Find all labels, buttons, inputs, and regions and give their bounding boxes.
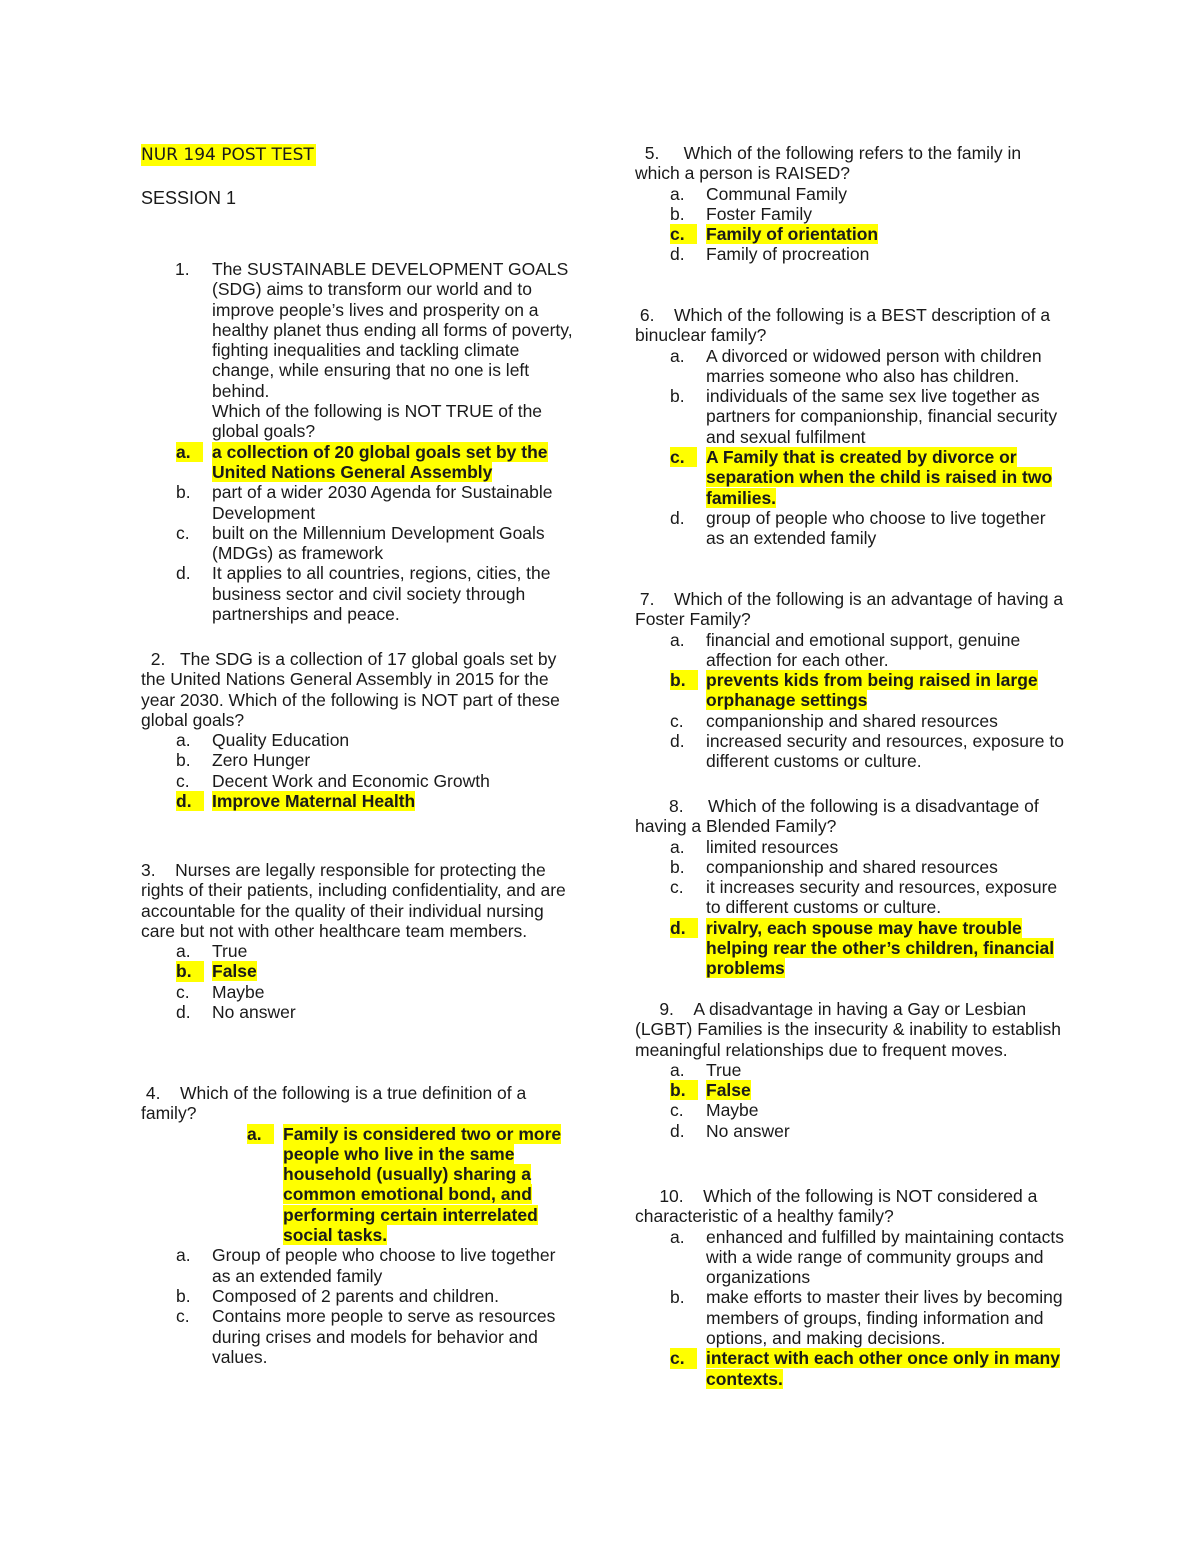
question-text: Which of the following refers to the family in which a person is RAISED? — [635, 143, 1022, 184]
option-text: No answer — [706, 1120, 790, 1141]
option-b — [141, 482, 573, 523]
option-text: A divorced or widowed person with children marries someone who also has children. — [706, 345, 1042, 386]
option-letter: c. — [176, 522, 190, 543]
option-d — [141, 791, 573, 811]
option-b — [635, 1080, 1067, 1100]
option-letter: b. — [670, 856, 685, 877]
option-d — [141, 563, 573, 624]
option-c — [635, 711, 1067, 731]
session-label: SESSION 1 — [141, 188, 237, 208]
option-a — [141, 442, 573, 483]
option-d — [635, 508, 1067, 549]
option-text: False — [212, 961, 257, 982]
option-letter: a. — [670, 836, 685, 857]
question-text: A disadvantage in having a Gay or Lesbian (LGBT) Families is the insecurity & inability to establish meaningful relationships due to frequent moves. — [635, 999, 1061, 1060]
option-text: Foster Family — [706, 203, 812, 224]
option-text: Family of orientation — [706, 224, 879, 245]
question-2 — [141, 649, 573, 811]
option-d — [635, 244, 1067, 264]
question-number: 7. — [639, 589, 655, 609]
question-stem — [635, 143, 1067, 184]
option-text: individuals of the same sex live together as partners for companionship, financial security and sexual fulfilment — [706, 386, 1058, 447]
option-list — [635, 837, 1067, 979]
option-letter: d. — [670, 918, 698, 938]
question-text: The SDG is a collection of 17 global goals set by the United Nations General Assembly in 2015 for the year 2030. Which of the following is NOT part of these global goals? — [141, 649, 560, 730]
option-b — [141, 961, 573, 981]
question-number: 6. — [639, 305, 655, 325]
question-stem — [635, 796, 1067, 837]
option-a — [141, 941, 573, 961]
option-letter: a. — [670, 629, 685, 650]
question-6 — [635, 305, 1067, 549]
question-number: 9. — [659, 999, 674, 1019]
question-8 — [635, 796, 1067, 979]
option-letter: a. — [176, 730, 191, 751]
option-c — [635, 1348, 1067, 1389]
question-text: The SUSTAINABLE DEVELOPMENT GOALS (SDG) aims to transform our world and to improve people’s lives and prosperity on a healthy planet thus ending all forms of poverty, fighting inequalities and tackling climate change, while ensuring that no one is left behind. — [212, 259, 573, 401]
option-letter: c. — [176, 981, 190, 1002]
question-10 — [635, 1186, 1067, 1389]
option-b — [141, 1286, 573, 1306]
option-text: Composed of 2 parents and children. — [212, 1285, 499, 1306]
option-text: companionship and shared resources — [706, 856, 998, 877]
option-letter: d. — [670, 1120, 685, 1141]
option-letter: c. — [176, 1306, 190, 1327]
option-list — [635, 630, 1067, 772]
option-d — [141, 1002, 573, 1022]
option-text: prevents kids from being raised in large orphanage settings — [706, 670, 1038, 711]
option-text: financial and emotional support, genuine affection for each other. — [706, 629, 1021, 670]
option-text: A Family that is created by divorce or separation when the child is raised in two families. — [706, 447, 1053, 508]
option-c — [141, 1306, 573, 1367]
question-number: 2. — [150, 649, 166, 669]
question-stem — [635, 1186, 1067, 1227]
question-stem — [141, 649, 573, 730]
option-text: Maybe — [212, 981, 265, 1002]
option-letter: d. — [176, 791, 204, 811]
option-text: Communal Family — [706, 183, 847, 204]
option-text: companionship and shared resources — [706, 710, 998, 731]
question-stem — [635, 999, 1067, 1060]
option-text: Zero Hunger — [212, 750, 311, 771]
option-letter: d. — [670, 244, 685, 265]
option-b — [635, 670, 1067, 711]
option-text: Family of procreation — [706, 244, 870, 265]
option-a — [635, 1060, 1067, 1080]
option-a — [635, 630, 1067, 671]
option-letter: c. — [670, 224, 697, 244]
question-number: 5. — [644, 143, 660, 163]
option-letter: b. — [670, 1287, 685, 1308]
option-text: group of people who choose to live together as an extended family — [706, 507, 1046, 549]
option-letter: b. — [176, 1285, 191, 1306]
option-c — [635, 224, 1067, 244]
option-c — [635, 877, 1067, 918]
option-letter: c. — [670, 877, 684, 898]
question-7 — [635, 589, 1067, 772]
option-text: Quality Education — [212, 730, 350, 751]
option-text: Maybe — [706, 1100, 759, 1121]
option-text: Decent Work and Economic Growth — [212, 770, 490, 791]
option-letter: b. — [176, 482, 191, 503]
question-number: 1. — [175, 259, 190, 279]
featured-answer — [141, 1124, 573, 1246]
option-list — [635, 184, 1067, 265]
question-stem — [635, 305, 1067, 346]
option-text: part of a wider 2030 Agenda for Sustainable Development — [212, 482, 553, 523]
option-letter: b. — [670, 1080, 698, 1100]
question-number: 4. — [145, 1083, 161, 1103]
question-text: Nurses are legally responsible for protecting the rights of their patients, including confidentiality, and are accountable for the quality of their individual nursing care but not with other healthcare team members. — [141, 860, 566, 941]
option-text: It applies to all countries, regions, cities, the business sector and civil society through partnerships and peace. — [212, 563, 551, 625]
option-letter: d. — [176, 1002, 191, 1023]
option-letter: c. — [670, 710, 684, 731]
option-a — [635, 184, 1067, 204]
question-text: Which of the following is a disadvantage of having a Blended Family? — [635, 796, 1039, 837]
question-text: Which of the following is an advantage of having a Foster Family? — [635, 589, 1064, 630]
option-d — [635, 1121, 1067, 1141]
option-letter: c. — [670, 1100, 684, 1121]
option-text: True — [212, 941, 248, 962]
option-text: Contains more people to serve as resources during crises and models for behavior and values. — [212, 1306, 556, 1367]
option-list — [635, 1060, 1067, 1141]
option-b — [635, 1287, 1067, 1348]
option-b — [141, 750, 573, 770]
question-text-2: Which of the following is NOT TRUE of the global goals? — [212, 401, 543, 442]
option-letter: a. — [176, 941, 191, 962]
question-stem — [141, 259, 573, 442]
option-text: Family is considered two or more people who live in the same household (usually) sharing a common emotional bond, and performing certain interrelated social tasks. — [283, 1123, 562, 1246]
option-letter: d. — [176, 563, 191, 584]
question-text: Which of the following is NOT considered a characteristic of a healthy family? — [635, 1186, 1038, 1227]
option-letter: a. — [670, 1059, 685, 1080]
option-d — [635, 918, 1067, 979]
option-letter: a. — [247, 1124, 274, 1144]
option-b — [635, 857, 1067, 877]
option-a — [141, 1245, 573, 1286]
option-letter: b. — [176, 961, 204, 981]
option-text: True — [706, 1059, 742, 1080]
option-text: it increases security and resources, exposure to different customs or culture. — [706, 877, 1058, 918]
question-text: Which of the following is a true definition of a family? — [141, 1083, 527, 1124]
option-letter: a. — [670, 183, 685, 204]
option-list — [141, 730, 573, 811]
option-text: No answer — [212, 1002, 296, 1023]
option-letter: a. — [670, 345, 685, 366]
question-stem — [635, 589, 1067, 630]
option-c — [141, 523, 573, 564]
option-letter: d. — [670, 507, 685, 528]
question-number: 10. — [659, 1186, 684, 1206]
option-text: a collection of 20 global goals set by the United Nations General Assembly — [212, 441, 548, 482]
option-c — [141, 982, 573, 1002]
question-1 — [141, 259, 573, 624]
option-a — [635, 837, 1067, 857]
option-letter: c. — [670, 1348, 697, 1368]
option-text: built on the Millennium Development Goals (MDGs) as framework — [212, 522, 545, 564]
option-letter: c. — [670, 447, 697, 467]
option-letter: a. — [670, 1226, 685, 1247]
document-title: NUR 194 POST TEST — [141, 145, 314, 165]
option-letter: b. — [176, 750, 191, 771]
question-5 — [635, 143, 1067, 265]
option-letter: d. — [670, 731, 685, 752]
option-letter: a. — [176, 1245, 191, 1266]
question-9 — [635, 999, 1067, 1141]
option-list — [635, 1227, 1067, 1389]
option-text: Improve Maternal Health — [212, 791, 416, 812]
question-number: 8. — [669, 796, 684, 816]
option-text: increased security and resources, exposure to different customs or culture. — [706, 731, 1064, 772]
option-b — [635, 386, 1067, 447]
question-stem — [141, 1083, 573, 1124]
option-list — [141, 1245, 573, 1367]
question-3 — [141, 860, 573, 1022]
option-text: rivalry, each spouse may have trouble helping rear the other’s children, financial problems — [706, 917, 1055, 979]
option-a — [635, 346, 1067, 387]
option-letter: b. — [670, 670, 698, 690]
question-text: Which of the following is a BEST description of a binuclear family? — [635, 305, 1051, 346]
option-letter: b. — [670, 203, 685, 224]
option-text: make efforts to master their lives by becoming members of groups, finding information and options, and making decisions. — [706, 1287, 1063, 1349]
question-number: 3. — [141, 860, 156, 880]
option-c — [141, 771, 573, 791]
option-text: Group of people who choose to live together as an extended family — [212, 1245, 556, 1286]
option-text: False — [706, 1080, 751, 1101]
option-list — [141, 941, 573, 1022]
option-a — [141, 730, 573, 750]
option-letter: b. — [670, 386, 685, 407]
option-b — [635, 204, 1067, 224]
option-letter: c. — [176, 770, 190, 791]
option-d — [635, 731, 1067, 772]
option-c — [635, 447, 1067, 508]
option-text: enhanced and fulfilled by maintaining contacts with a wide range of community groups and organizations — [706, 1226, 1065, 1288]
option-letter: a. — [176, 442, 203, 462]
option-list — [635, 346, 1067, 549]
question-4 — [141, 1083, 573, 1367]
option-a — [635, 1227, 1067, 1288]
question-stem — [141, 860, 573, 941]
option-text: limited resources — [706, 836, 839, 857]
option-list — [141, 442, 573, 625]
option-c — [635, 1100, 1067, 1120]
option-text: interact with each other once only in many contexts. — [706, 1348, 1060, 1389]
